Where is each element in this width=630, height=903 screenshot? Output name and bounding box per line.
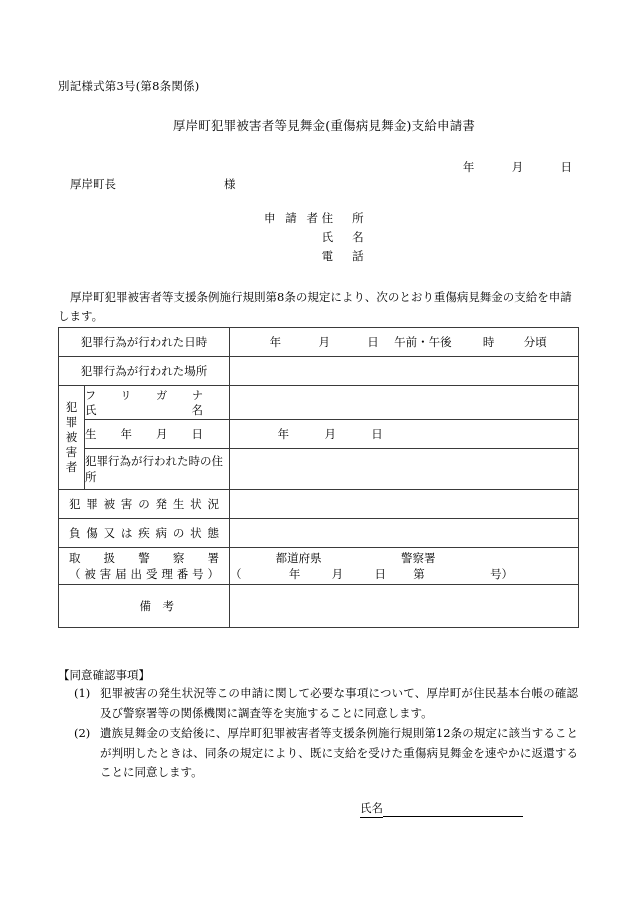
application-table bbox=[58, 327, 579, 628]
victim-label-char-3: 害 bbox=[65, 445, 78, 459]
remarks-label: 備 考 bbox=[139, 599, 174, 613]
table-row-crime-place bbox=[59, 357, 579, 386]
header-date-month: 月 bbox=[511, 160, 524, 174]
injury-state-label: 負傷又は疾病の状態 bbox=[69, 526, 219, 540]
table-row-victim-address bbox=[59, 449, 579, 490]
victim-birth-label: 生年月日 bbox=[85, 427, 203, 441]
addressee: 厚岸町長 bbox=[70, 177, 116, 191]
crime-datetime-day: 日 bbox=[367, 335, 379, 349]
applicant-phone-label: 電 話 bbox=[321, 249, 364, 263]
victim-address-label: 犯罪行為が行われた時の住所 bbox=[85, 449, 230, 490]
victim-label-char-0: 犯 bbox=[65, 400, 78, 414]
police-no-prefix: 第 bbox=[413, 567, 425, 581]
crime-datetime-hour: 時 bbox=[482, 335, 495, 349]
table-row-police bbox=[59, 548, 579, 585]
police-value-line1 bbox=[230, 550, 578, 566]
table-row-crime-datetime bbox=[59, 328, 579, 357]
consent-item-1-text: 犯罪被害の発生状況等この申請に関して必要な事項について、厚岸町が住民基本台帳の確認及び警察署等の関係機関に調査等を実施することに同意します。 bbox=[100, 686, 578, 720]
crime-datetime-minute: 分頃 bbox=[523, 335, 547, 349]
crime-datetime-inline bbox=[230, 335, 547, 349]
damage-situation-value[interactable] bbox=[230, 490, 579, 519]
table-row-victim-birth bbox=[59, 420, 579, 449]
victim-birth-inline bbox=[230, 427, 383, 441]
police-no-suffix: 号） bbox=[490, 567, 514, 581]
police-year: 年 bbox=[288, 567, 301, 581]
victim-birth-month: 月 bbox=[324, 427, 336, 441]
police-open-paren: （ bbox=[230, 567, 242, 581]
victim-furigana-label: フリガナ bbox=[85, 388, 203, 402]
applicant-phone-row bbox=[264, 247, 364, 266]
table-row-victim-name bbox=[59, 386, 579, 420]
victim-name-value[interactable] bbox=[230, 386, 579, 420]
crime-place-label: 犯罪行為が行われた場所 bbox=[80, 364, 208, 378]
consent-item-1-number: (1) bbox=[74, 686, 91, 700]
applicant-name-label: 氏 名 bbox=[321, 230, 364, 244]
police-label-line1: 取扱警察署 bbox=[69, 551, 219, 565]
header-date-year: 年 bbox=[462, 160, 475, 174]
document-title: 厚岸町犯罪被害者等見舞金(重傷病見舞金)支給申請書 bbox=[172, 118, 476, 133]
header-date-line bbox=[463, 159, 572, 175]
applicant-name-row bbox=[264, 228, 364, 247]
police-station: 警察署 bbox=[400, 551, 436, 565]
victim-birth-label-cell bbox=[85, 420, 230, 449]
consent-list bbox=[58, 684, 578, 784]
crime-datetime-year: 年 bbox=[269, 335, 282, 349]
damage-situation-label: 犯罪被害の発生状況 bbox=[69, 497, 219, 511]
applicant-block bbox=[264, 209, 364, 266]
victim-birth-year: 年 bbox=[277, 427, 290, 441]
injury-state-value[interactable] bbox=[230, 519, 579, 548]
consent-item-2-number: (2) bbox=[74, 726, 91, 740]
crime-datetime-label: 犯罪行為が行われた日時 bbox=[80, 335, 208, 349]
applicant-address-row bbox=[264, 209, 364, 228]
table-row-damage-situation bbox=[59, 490, 579, 519]
consent-item-1 bbox=[58, 684, 578, 723]
police-day: 日 bbox=[374, 567, 386, 581]
victim-birth-value-cell[interactable] bbox=[230, 420, 579, 449]
victim-vertical-label bbox=[59, 386, 85, 490]
intro-paragraph: 厚岸町犯罪被害者等支援条例施行規則第8条の規定により、次のとおり重傷病見舞金の支給を申請します。 bbox=[58, 290, 572, 323]
victim-label-char-1: 罪 bbox=[65, 415, 78, 429]
consent-item-2-text: 遺族見舞金の支給後に、厚岸町犯罪被害者等支援条例施行規則第12条の規定に該当することが判明したときは、同条の規定により、既に支給を受けた重傷病見舞金を速やかに返還することに同意します。 bbox=[100, 726, 578, 779]
victim-name-label: 氏名 bbox=[85, 402, 203, 417]
victim-address-value[interactable] bbox=[230, 449, 579, 490]
header-date-day: 日 bbox=[560, 160, 572, 174]
police-value-line2 bbox=[230, 566, 578, 582]
police-prefecture: 都道府県 bbox=[275, 551, 322, 565]
applicant-label: 申請者 bbox=[264, 211, 318, 225]
victim-name-label-cell bbox=[85, 386, 230, 420]
form-code: 別記様式第3号(第8条関係) bbox=[58, 79, 200, 93]
consent-section-title: 【同意確認事項】 bbox=[58, 668, 150, 682]
remarks-value[interactable] bbox=[230, 585, 579, 628]
signature-line bbox=[360, 800, 523, 818]
table-row-injury-state bbox=[59, 519, 579, 548]
crime-place-value[interactable] bbox=[230, 357, 579, 386]
crime-datetime-ampm: 午前・午後 bbox=[394, 335, 452, 349]
consent-item-2 bbox=[58, 724, 578, 783]
police-value-cell[interactable] bbox=[230, 548, 579, 585]
signature-label: 氏名 bbox=[360, 800, 383, 818]
table-row-remarks bbox=[59, 585, 579, 628]
victim-label-char-4: 者 bbox=[65, 460, 78, 474]
applicant-address-label: 住 所 bbox=[321, 211, 364, 225]
victim-birth-day: 日 bbox=[371, 427, 383, 441]
crime-datetime-month: 月 bbox=[318, 335, 330, 349]
police-month: 月 bbox=[331, 567, 344, 581]
police-label-line2: （被害届出受理番号） bbox=[69, 567, 219, 581]
victim-label-char-2: 被 bbox=[65, 430, 78, 444]
crime-datetime-value-cell[interactable] bbox=[230, 328, 579, 357]
signature-input[interactable] bbox=[383, 804, 523, 817]
addressee-honorific: 様 bbox=[224, 177, 236, 191]
